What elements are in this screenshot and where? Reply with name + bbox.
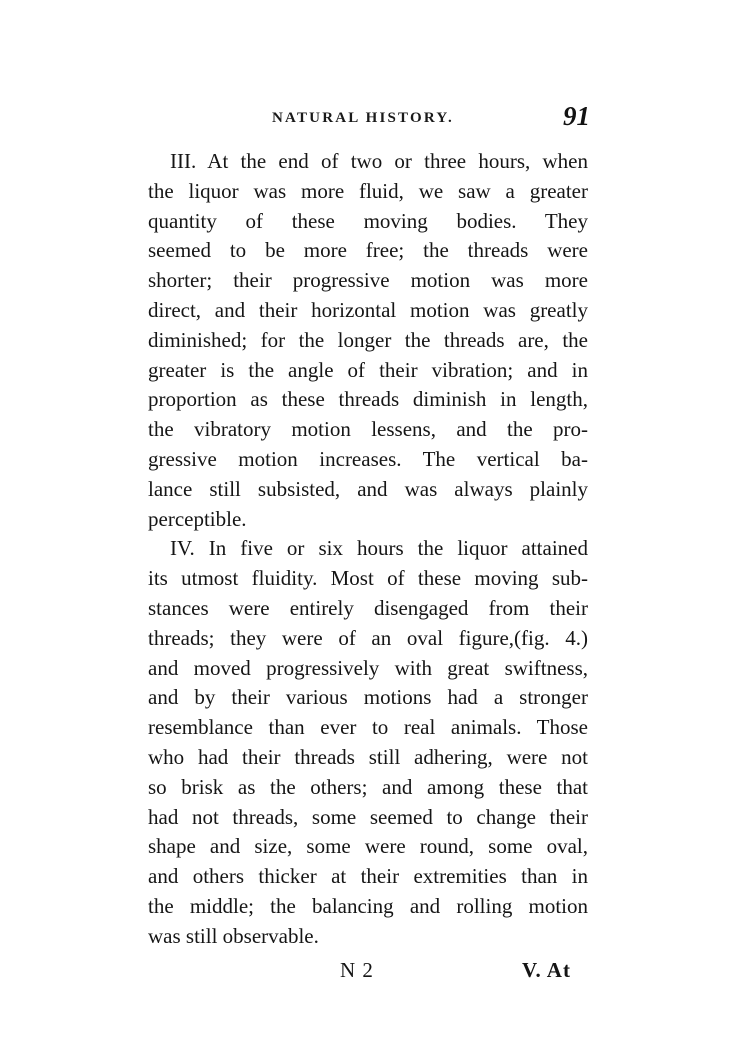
catchword: V. At	[522, 958, 571, 982]
body-text	[148, 147, 588, 952]
text-line: and moved progressively with great swiftness,	[148, 655, 588, 680]
text-line: the middle; the balancing and rolling motion	[148, 893, 588, 918]
text-line: perceptible.	[148, 506, 247, 531]
text-line: quantity of these moving bodies. They	[148, 208, 588, 233]
text-line: greater is the angle of their vibration; and in	[148, 357, 588, 382]
text-line: stances were entirely disengaged from their	[148, 595, 588, 620]
text-line: direct, and their horizontal motion was greatly	[148, 297, 588, 322]
signature-mark: N 2	[340, 958, 374, 982]
text-line: was still observable.	[148, 923, 319, 948]
text-line: and others thicker at their extremities than in	[148, 864, 588, 889]
text-line: seemed to be more free; the threads were	[148, 238, 588, 263]
text-line: had not threads, some seemed to change their	[148, 804, 588, 829]
text-line: resemblance than ever to real animals. Those	[148, 715, 588, 740]
text-line: diminished; for the longer the threads are, the	[148, 327, 588, 352]
text-line: shape and size, some were round, some oval,	[148, 834, 588, 859]
text-line: lance still subsisted, and was always plainly	[148, 476, 588, 501]
text-line: its utmost fluidity. Most of these moving sub-	[148, 566, 588, 591]
text-line: IV. In five or six hours the liquor attained	[170, 536, 588, 561]
paragraph-iv	[148, 534, 588, 951]
text-line: threads; they were of an oval figure,(fig. 4.)	[148, 625, 588, 650]
paragraph-iii	[148, 147, 588, 534]
text-line: shorter; their progressive motion was more	[148, 268, 588, 293]
text-line: gressive motion increases. The vertical ba-	[148, 446, 588, 471]
text-line: who had their threads still adhering, were not	[148, 744, 588, 769]
page-number: 91	[563, 101, 590, 131]
text-line: the vibratory motion lessens, and the pro-	[148, 417, 588, 442]
text-line: III. At the end of two or three hours, when	[170, 149, 588, 173]
running-head: NATURAL HISTORY.	[272, 110, 454, 126]
text-line: proportion as these threads diminish in length,	[148, 387, 588, 412]
text-line: the liquor was more fluid, we saw a greater	[148, 178, 588, 203]
text-line: and by their various motions had a stronger	[148, 685, 588, 710]
text-line: so brisk as the others; and among these that	[148, 774, 588, 799]
